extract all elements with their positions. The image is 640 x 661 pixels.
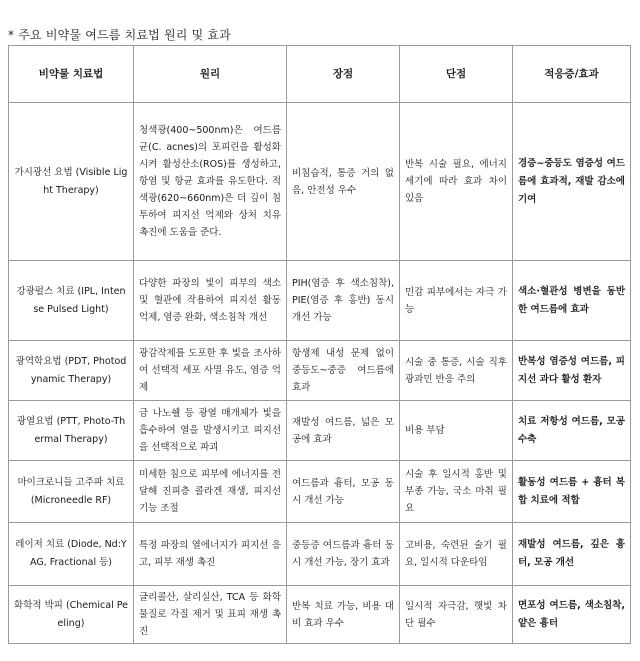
page-title: * 주요 비약물 여드름 치료법 원리 및 효과 [8,28,231,42]
cons-cell: 비용 부담 [400,401,513,461]
cons-cell: 시술 후 일시적 홍반 및 부종 가능, 국소 마취 필요 [400,461,513,523]
indication-cell: 반복성 염증성 여드름, 피지선 과다 활성 환자 [513,341,631,401]
pros-cell: 재발성 여드름, 넓은 모공에 효과 [287,401,400,461]
table-row [9,341,631,401]
principle-cell: 미세한 침으로 피부에 에너지를 전달해 진피층 콜라겐 재생, 피지선 기능 조절 [134,461,287,523]
principle-cell: 특정 파장의 열에너지가 피지선 응고, 피부 재생 촉진 [134,523,287,586]
therapy-name-cell: 강광펄스 치료 (IPL, Intense Pulsed Light) [9,261,134,341]
header-principle: 원리 [134,46,287,103]
indication-cell: 활동성 여드름 + 흉터 복합 치료에 적합 [513,461,631,523]
pros-cell: PIH(염증 후 색소침착), PIE(염증 후 홍반) 동시 개선 가능 [287,261,400,341]
principle-cell: 광감작제를 도포한 후 빛을 조사하여 선택적 세포 사멸 유도, 염증 억제 [134,341,287,401]
header-cons: 단점 [400,46,513,103]
therapy-name-cell: 화학적 박피 (Chemical Peeling) [9,586,134,644]
cons-cell: 반복 시술 필요, 에너지 세기에 따라 효과 차이 있음 [400,103,513,261]
indication-cell: 재발성 여드름, 깊은 흉터, 모공 개선 [513,523,631,586]
table-row [9,103,631,261]
therapy-name-cell: 가시광선 요법 (Visible Light Therapy) [9,103,134,261]
table-row [9,461,631,523]
cons-cell: 고비용, 숙련된 술기 필요, 일시적 다운타임 [400,523,513,586]
header-pros: 장점 [287,46,400,103]
indication-cell: 면포성 여드름, 색소침착, 얕은 흉터 [513,586,631,644]
indication-cell: 색소·혈관성 병변을 동반한 여드름에 효과 [513,261,631,341]
principle-cell: 청색광(400~500nm)은 여드름균(C. acnes)의 포피린을 활성화시켜 활성산소(ROS)를 생성하고, 항염 및 항균 효과를 유도한다. 적색광(620~660nm)은 더 깊이 침투하여 피지선 억제와 상처 치유 촉진에 도움을 준다. [134,103,287,261]
cons-cell: 민감 피부에서는 자극 가능 [400,261,513,341]
therapy-name-cell: 광역학요법 (PDT, Photodynamic Therapy) [9,341,134,401]
pros-cell: 항생제 내성 문제 없이 중등도~중증 여드름에 효과 [287,341,400,401]
principle-cell: 글리콜산, 살리실산, TCA 등 화학물질로 각질 제거 및 표피 재생 촉진 [134,586,287,644]
pros-cell: 비침습적, 통증 거의 없음, 안전성 우수 [287,103,400,261]
indication-cell: 경증~중등도 염증성 여드름에 효과적, 재발 감소에 기여 [513,103,631,261]
indication-cell: 치료 저항성 여드름, 모공 수축 [513,401,631,461]
header-row [9,46,631,103]
table-row [9,523,631,586]
pros-cell: 반복 치료 가능, 비용 대비 효과 우수 [287,586,400,644]
therapy-name-cell: 레이저 치료 (Diode, Nd:YAG, Fractional 등) [9,523,134,586]
header-therapy: 비약물 치료법 [9,46,134,103]
therapy-name-cell: 마이크로니들 고주파 치료 (Microneedle RF) [9,461,134,523]
table-row [9,401,631,461]
table-row [9,586,631,644]
cons-cell: 일시적 자극감, 햇빛 차단 필수 [400,586,513,644]
pros-cell: 여드름과 흉터, 모공 동시 개선 가능 [287,461,400,523]
therapy-name-cell: 광열요법 (PTT, Photo-Thermal Therapy) [9,401,134,461]
principle-cell: 금 나노쉘 등 광열 매개체가 빛을 흡수하여 열을 발생시키고 피지선을 선택적으로 파괴 [134,401,287,461]
header-indication: 적응증/효과 [513,46,631,103]
therapy-table [8,45,631,644]
table-row [9,261,631,341]
principle-cell: 다양한 파장의 빛이 피부의 색소 및 혈관에 작용하여 피지선 활동 억제, 염증 완화, 색소침착 개선 [134,261,287,341]
cons-cell: 시술 중 통증, 시술 직후 광과민 반응 주의 [400,341,513,401]
pros-cell: 중등증 여드름과 흉터 동시 개선 가능, 장기 효과 [287,523,400,586]
